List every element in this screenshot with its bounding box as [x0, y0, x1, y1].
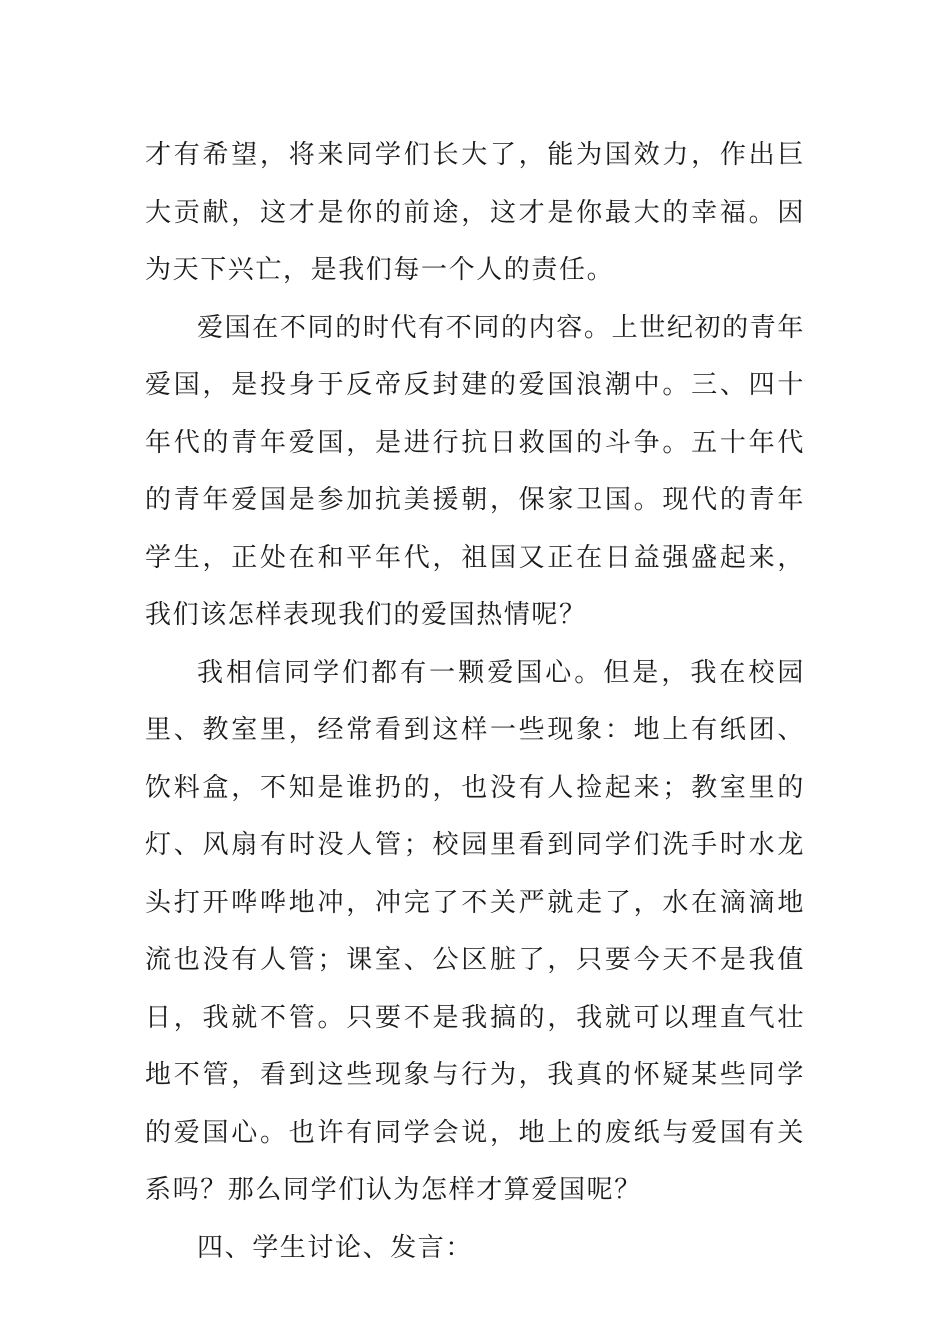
section-heading-discussion: 四、学生讨论、发言： — [197, 1232, 474, 1263]
paragraph-continuation: 才有希望，将来同学们长大了，能为国效力，作出巨大贡献，这才是你的前途，这才是你最大的幸福。因为天下兴亡，是我们每一个人的责任。 — [145, 140, 805, 285]
paragraph-campus-phenomena: 我相信同学们都有一颗爱国心。但是，我在校园里、教室里，经常看到这样一些现象：地上有纸团、饮料盒，不知是谁扔的，也没有人捡起来；教室里的灯、风扇有时没人管；校园里看到同学们洗手时水龙头打开哗哗地冲，冲完了不关严就走了，水在滴滴地流也没有人管；课室、公区脏了，只要今天不是我值日，我就不管。只要不是我搞的，我就可以理直气壮地不管，看到这些现象与行为，我真的怀疑某些同学的爱国心。也许有同学会说，地上的废纸与爱国有关系吗？那么同学们认为怎样才算爱国呢？ — [145, 657, 805, 1205]
document-body — [145, 127, 805, 1277]
paragraph-patriotism-eras: 爱国在不同的时代有不同的内容。上世纪初的青年爱国，是投身于反帝反封建的爱国浪潮中。三、四十年代的青年爱国，是进行抗日救国的斗争。五十年代的青年爱国是参加抗美援朝，保家卫国。现代的青年学生，正处在和平年代，祖国又正在日益强盛起来，我们该怎样表现我们的爱国热情呢？ — [145, 312, 805, 630]
